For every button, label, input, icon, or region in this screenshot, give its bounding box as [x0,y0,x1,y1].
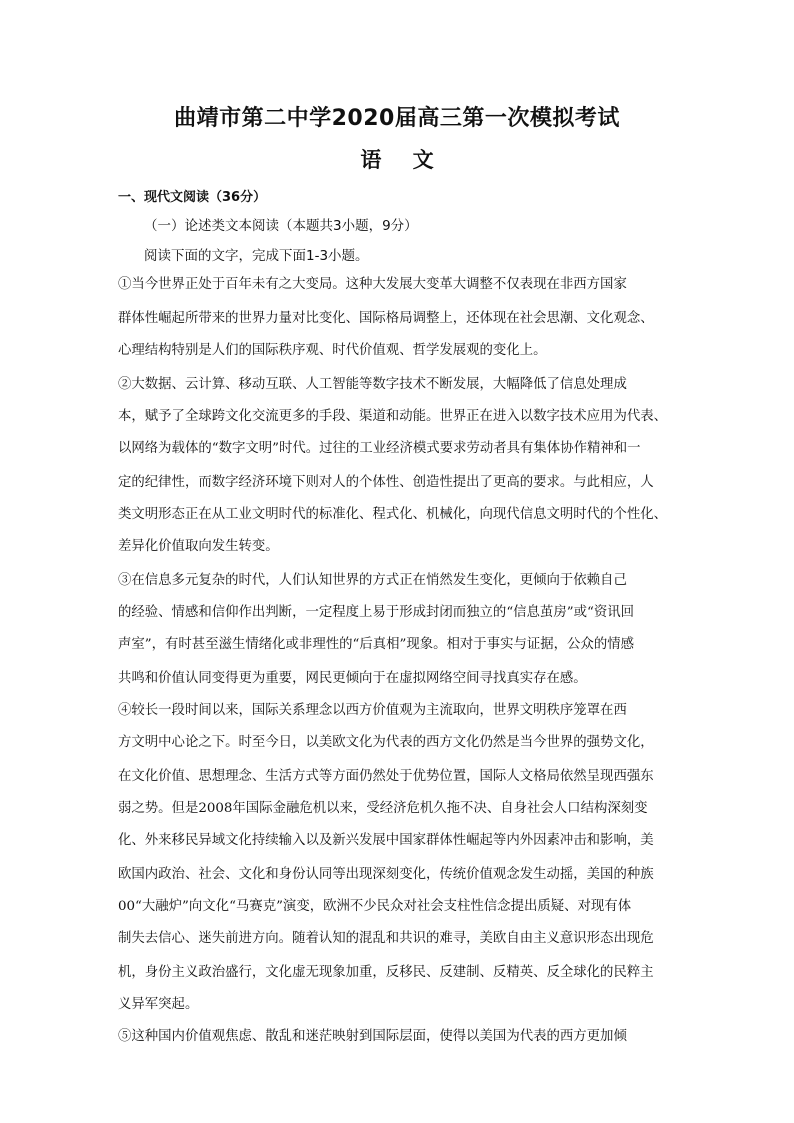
paragraph-line: 定的纪律性，而数字经济环境下则对人的个体性、创造性提出了更高的要求。与此相应，人 [118,475,654,490]
paragraph-line: 在文化价值、思想理念、生活方式等方面仍然处于优势位置，国际人文格局依然呈现西强东 [118,769,654,784]
paragraph-line: 弱之势。但是2008年国际金融危机以来，受经济危机久拖不决、自身社会人口结构深刻变 [118,801,648,816]
subject-heading: 语 文 [360,148,434,172]
paragraph-line: 00“大融炉”向文化“马赛克”演变，欧洲不少民众对社会支柱性信念提出质疑、对现有体 [118,899,632,914]
paragraph-line: 义异军突起。 [118,997,199,1012]
paragraph-line: 欧国内政治、社会、文化和身份认同等出现深刻变化，传统价值观念发生动摇，美国的种族 [118,867,654,882]
paragraph-line: 差异化价值取向发生转变。 [118,539,279,554]
paragraph-line: 的经验、情感和信仰作出判断，一定程度上易于形成封闭而独立的“信息茧房”或“资讯回 [118,605,634,620]
section-heading: 一、现代文阅读（36分） [118,190,267,205]
paragraph-line: 本，赋予了全球跨文化交流更多的手段、渠道和动能。世界正在进入以数字技术应用为代表、 [118,409,668,424]
paragraph-line: 类文明形态正在从工业文明时代的标准化、程式化、机械化，向现代信息文明时代的个性化、 [118,507,668,522]
paragraph-line: ③在信息多元复杂的时代，人们认知世界的方式正在悄然发生变化，更倾向于依赖自己 [118,573,627,588]
paragraph-line: 化、外来移民异域文化持续输入以及新兴发展中国家群体性崛起等内外因素冲击和影响，美 [118,833,654,848]
paragraph-line: 制失去信心、迷失前进方向。随着认知的混乱和共识的难寻，美欧自由主义意识形态出现危 [118,931,654,946]
paragraph-line: 方文明中心论之下。时至今日，以美欧文化为代表的西方文化仍然是当今世界的强势文化， [118,735,654,750]
reading-instruction: 阅读下面的文字，完成下面1-3小题。 [144,248,369,264]
paragraph-line: 声室”，有时甚至滋生情绪化或非理性的“后真相”现象。相对于事实与证据，公众的情感 [118,637,634,652]
exam-title: 曲靖市第二中学2020届高三第一次模拟考试 [174,106,620,131]
paragraph-line: 心理结构特别是人们的国际秩序观、时代价值观、哲学发展观的变化上。 [118,343,547,358]
paragraph-line: 共鸣和价值认同变得更为重要，网民更倾向于在虚拟网络空间寻找真实存在感。 [118,671,587,686]
paragraph-line: ④较长一段时间以来，国际关系理念以西方价值观为主流取向，世界文明秩序笼罩在西 [118,703,627,718]
paragraph-line: ⑤这种国内价值观焦虑、散乱和迷茫映射到国际层面，使得以美国为代表的西方更加倾 [118,1029,627,1044]
subsection-heading: （一）论述类文本阅读（本题共3小题，9分） [144,218,418,234]
paragraph-line: 机，身份主义政治盛行，文化虚无现象加重，反移民、反建制、反精英、反全球化的民粹主 [118,965,654,980]
paragraph-line: 群体性崛起所带来的世界力量对比变化、国际格局调整上，还体现在社会思潮、文化观念、 [118,311,654,326]
paragraph-line: ②大数据、云计算、移动互联、人工智能等数字技术不断发展，大幅降低了信息处理成 [118,377,627,392]
paragraph-line: 以网络为载体的“数字文明”时代。过往的工业经济模式要求劳动者具有集体协作精神和一 [118,441,641,456]
paragraph-line: ①当今世界正处于百年未有之大变局。这种大发展大变革大调整不仅表现在非西方国家 [118,277,627,292]
